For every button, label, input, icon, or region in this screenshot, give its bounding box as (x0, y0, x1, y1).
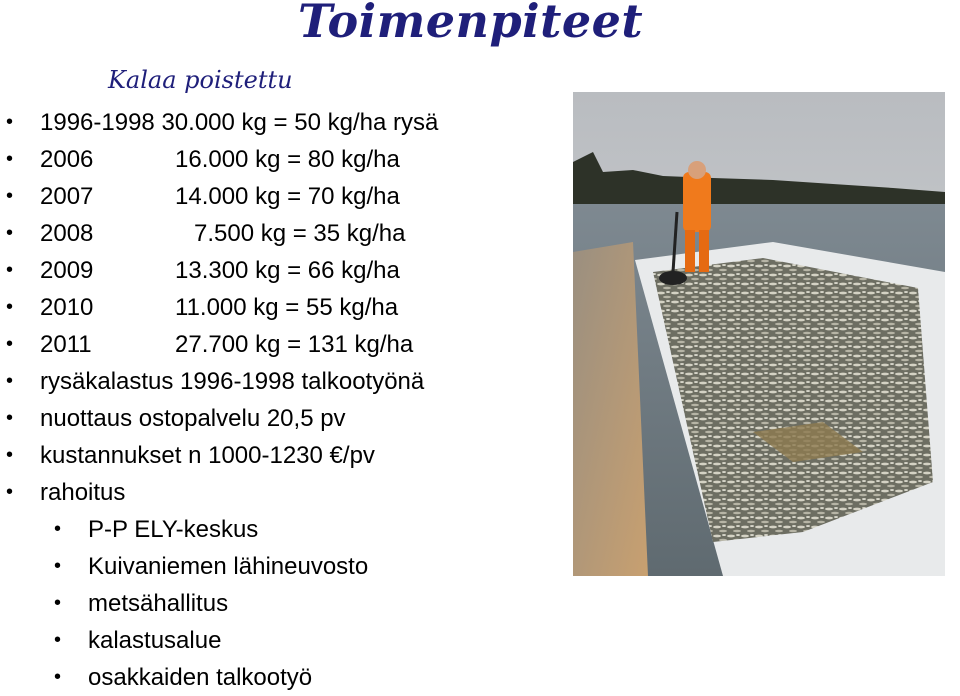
catch-amount: 16.000 kg = 80 kg/ha (175, 146, 400, 173)
bullet: • (6, 333, 14, 355)
catch-amount: 14.000 kg = 70 kg/ha (175, 183, 400, 210)
bullet: • (6, 222, 14, 244)
catch-amount: 27.700 kg = 131 kg/ha (175, 331, 414, 358)
bullet: • (6, 481, 14, 503)
catch-amount: 11.000 kg = 55 kg/ha (175, 294, 399, 321)
catch-year: 1996-1998 (40, 109, 155, 136)
catch-amount: 30.000 kg = 50 kg/ha rysä (161, 109, 439, 136)
catch-year: 2007 (40, 183, 94, 210)
note-text: kustannukset n 1000-1230 €/pv (40, 442, 375, 469)
bullet: • (54, 555, 62, 577)
bullet: • (6, 370, 14, 392)
photo-fisherman-head (688, 161, 706, 179)
funding-text: P-P ELY-keskus (88, 516, 259, 543)
note-text: nuottaus ostopalvelu 20,5 pv (40, 405, 346, 432)
bullet: • (54, 592, 62, 614)
note-text: rahoitus (40, 479, 126, 506)
funding-text: kalastusalue (88, 627, 222, 654)
note-text: rysäkalastus 1996-1998 talkootyönä (40, 368, 425, 395)
bullet: • (6, 444, 14, 466)
funding-text: metsähallitus (88, 590, 229, 617)
catch-year: 2006 (40, 146, 94, 173)
funding-text: Kuivaniemen lähineuvosto (88, 553, 369, 580)
bullet: • (54, 629, 62, 651)
bullet: • (54, 518, 62, 540)
funding-text: osakkaiden talkootyö (88, 664, 313, 691)
bullet: • (6, 296, 14, 318)
section-subtitle: Kalaa poistettu (108, 66, 293, 94)
photo-fisherman (683, 172, 711, 232)
bullet: • (54, 666, 62, 688)
photo-shovel (659, 271, 687, 285)
catch-year: 2011 (40, 331, 92, 358)
catch-year: 2009 (40, 257, 94, 284)
catch-year: 2010 (40, 294, 94, 321)
fishing-boat-photo (573, 92, 945, 576)
catch-amount: 7.500 kg = 35 kg/ha (194, 220, 406, 247)
catch-amount: 13.300 kg = 66 kg/ha (175, 257, 400, 284)
page-title: Toimenpiteet (298, 0, 644, 48)
bullet: • (6, 407, 14, 429)
catch-year: 2008 (40, 220, 94, 247)
bullet: • (6, 259, 14, 281)
bullet: • (6, 185, 14, 207)
bullet: • (6, 148, 14, 170)
bullet: • (6, 111, 14, 133)
